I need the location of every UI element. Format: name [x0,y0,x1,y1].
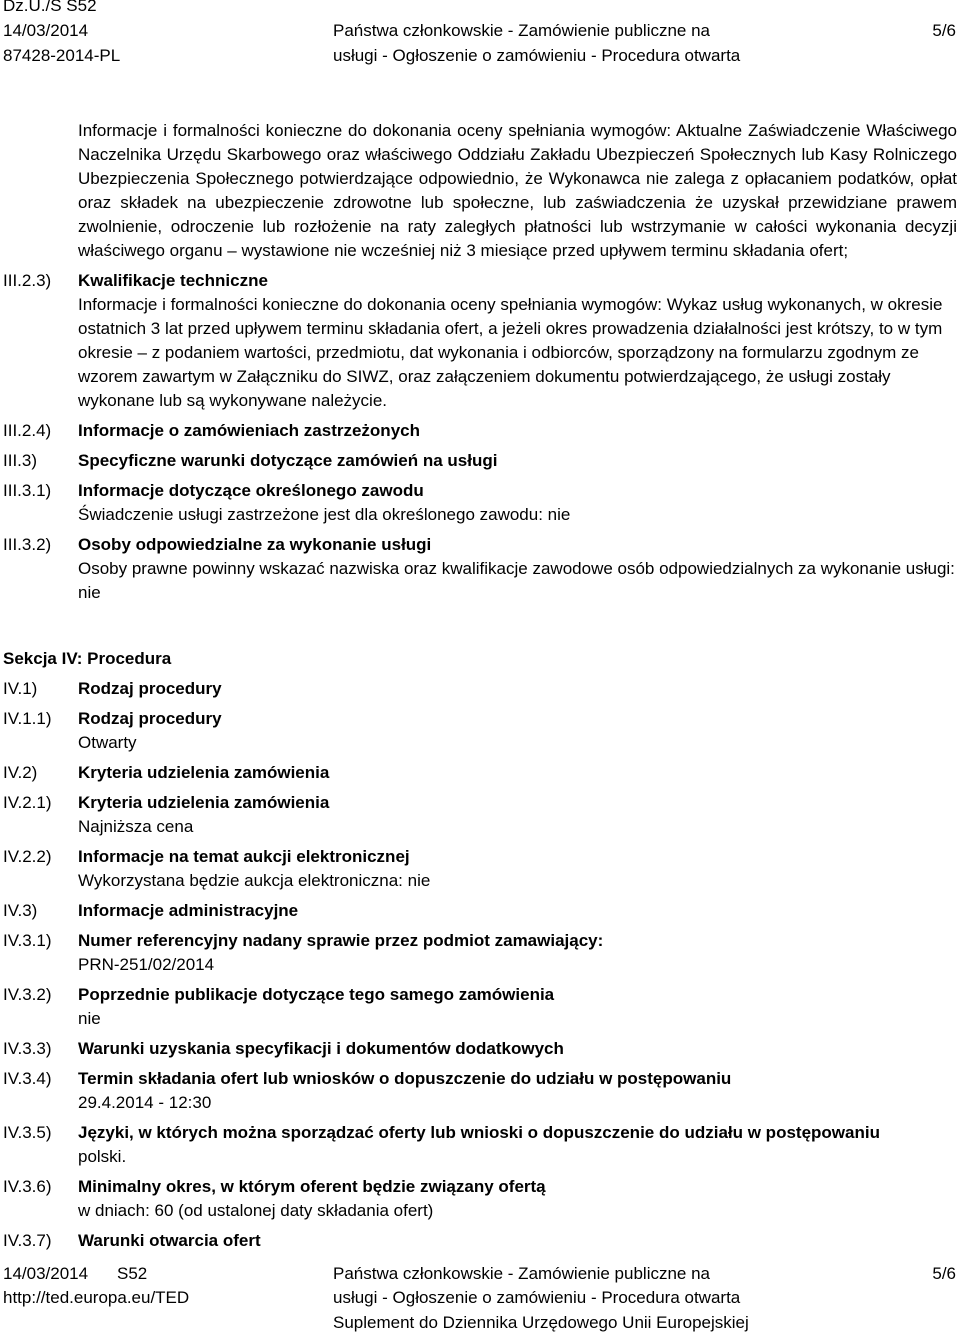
section-item [3,845,957,893]
item-heading: Kryteria udzielenia zamówienia [78,763,330,782]
item-body [78,269,957,413]
footer-title-line1: Państwa członkowskie - Zamówienie publiczne na [333,1264,711,1283]
section-item [3,269,957,413]
item-heading: Informacje dotyczące określonego zawodu [78,481,424,500]
footer-title-line3: Suplement do Dziennika Urzędowego Unii Europejskiej [333,1313,749,1332]
item-heading: Rodzaj procedury [78,709,222,728]
item-body [78,533,957,605]
item-heading: Rodzaj procedury [78,679,222,698]
header-title-line1: Państwa członkowskie - Zamówienie publiczne na [333,21,711,40]
item-heading: Termin składania ofert lub wniosków o dopuszczenie do udziału w postępowaniu [78,1069,732,1088]
footer-title-line2: usługi - Ogłoszenie o zamówieniu - Procedura otwarta [333,1288,741,1307]
header-page-number: 5/6 [932,21,956,40]
item-number: IV.1) [3,679,38,698]
item-body [78,1229,957,1253]
section-iii-items [3,269,957,605]
item-text: Informacje i formalności konieczne do dokonania oceny spełniania wymogów: Wykaz usług wykonanych, w okresie ostatnich 3 lat przed upływem terminu składania ofert, a jeżeli okres prowadzenia działalności jest krótszy, to w tym okresie – z podaniem wartości, przedmiotu, dat wykonania i odbiorców, sporządzony na formularzu zgodnym ze wzorem zawartym w Załączniku do SIWZ, oraz załączeniem dokumentu potwierdzającego, że usługi zostały wykonane lub są wykonywane należycie. [78,295,943,410]
item-number: III.3) [3,451,38,470]
item-text: PRN-251/02/2014 [78,955,215,974]
section-item [3,1229,957,1253]
item-number: IV.2.1) [3,793,52,812]
item-number: IV.3) [3,901,38,920]
footer-url[interactable]: http://ted.europa.eu/TED [3,1288,190,1307]
item-body [78,1037,957,1061]
section-item [3,983,957,1031]
section-item [3,1067,957,1115]
item-heading: Poprzednie publikacje dotyczące tego samego zamówienia [78,985,555,1004]
item-heading: Osoby odpowiedzialne za wykonanie usługi [78,535,432,554]
item-number: IV.3.7) [3,1231,52,1250]
item-heading: Specyficzne warunki dotyczące zamówień na usługi [78,451,498,470]
item-heading: Informacje na temat aukcji elektronicznej [78,847,410,866]
item-body [78,1175,957,1223]
section-item [3,761,957,785]
item-number: IV.3.3) [3,1039,52,1058]
item-heading: Języki, w których można sporządzać oferty lub wnioski o dopuszczenie do udziału w postępowaniu [78,1123,880,1142]
item-text: Wykorzystana będzie aukcja elektroniczna: nie [78,871,431,890]
item-number: IV.2.2) [3,847,52,866]
section-item [3,479,957,527]
item-body [78,845,957,893]
item-text: Otwarty [78,733,137,752]
intro-row [3,119,957,263]
item-text: 29.4.2014 - 12:30 [78,1093,212,1112]
item-heading: Warunki otwarcia ofert [78,1231,261,1250]
item-heading: Kwalifikacje techniczne [78,271,268,290]
item-number: IV.1.1) [3,709,52,728]
section-iv-block [3,647,957,1253]
item-number: IV.3.6) [3,1177,52,1196]
item-body [78,677,957,701]
section-item [3,1121,957,1169]
page-footer [0,1262,960,1334]
item-text: Świadczenie usługi zastrzeżone jest dla określonego zawodu: nie [78,505,571,524]
item-body [78,791,957,839]
item-number: III.3.1) [3,481,52,500]
journal-ref: Dz.U./S S52 [3,0,97,15]
section-iii-block [3,119,957,605]
document-id: 87428-2014-PL [3,46,121,65]
section-item [3,1175,957,1223]
item-body [78,449,957,473]
section-item [3,791,957,839]
item-heading: Informacje administracyjne [78,901,299,920]
item-heading: Informacje o zamówieniach zastrzeżonych [78,421,420,440]
footer-page-number: 5/6 [932,1264,956,1283]
item-heading: Warunki uzyskania specyfikacji i dokumentów dodatkowych [78,1039,564,1058]
footer-date: 14/03/2014 [3,1264,89,1283]
item-number: IV.3.1) [3,931,52,950]
section-item [3,449,957,473]
item-body [78,983,957,1031]
item-body [78,1121,957,1169]
item-body [78,899,957,923]
item-body [78,929,957,977]
section-item [3,929,957,977]
item-text: w dniach: 60 (od ustalonej daty składania ofert) [78,1201,434,1220]
section-item [3,707,957,755]
item-heading: Numer referencyjny nadany sprawie przez podmiot zamawiający: [78,931,604,950]
item-body [78,707,957,755]
section-item [3,533,957,605]
item-body [78,1067,957,1115]
header-title-line2: usługi - Ogłoszenie o zamówieniu - Procedura otwarta [333,46,741,65]
item-heading: Minimalny okres, w którym oferent będzie związany ofertą [78,1177,546,1196]
page-header [0,0,960,70]
intro-paragraph: Informacje i formalności konieczne do dokonania oceny spełniania wymogów: Aktualne Zaświadczenie Właściwego Naczelnika Urzędu Skarbowego oraz właściwego Oddziału Zakładu Ubezpieczeń Społecznych lub Kasy Rolniczego Ubezpieczenia Społecznego potwierdzające odpowiednio, że Wykonawca nie zalega z opłacaniem podatków, opłat oraz składek na ubezpieczenie zdrowotne lub społeczne, lub zaświadczenia że uzyskał przewidziane prawem zwolnienie, odroczenie lub rozłożenie na raty zaległych płatności lub wstrzymanie w całości wykonania decyzji właściwego organu – wystawione nie wcześniej niż 3 miesiące przed upływem terminu składania ofert; [78,121,957,260]
section-iv-items [3,677,957,1253]
section-item [3,1037,957,1061]
header-date: 14/03/2014 [3,21,89,40]
section-title: Sekcja IV: Procedura [3,649,172,668]
section-item [3,677,957,701]
item-text: Najniższa cena [78,817,194,836]
item-number: IV.3.2) [3,985,52,1004]
item-number: IV.3.4) [3,1069,52,1088]
item-text: Osoby prawne powinny wskazać nazwiska oraz kwalifikacje zawodowe osób odpowiedzialnych za wykonanie usługi: nie [78,559,955,602]
item-body [78,419,957,443]
item-body [78,479,957,527]
item-number: IV.2) [3,763,38,782]
section-item [3,419,957,443]
item-number: III.2.3) [3,271,52,290]
item-text: polski. [78,1147,127,1166]
footer-series: S52 [117,1264,148,1283]
section-item [3,899,957,923]
item-text: nie [78,1009,101,1028]
item-body [78,761,957,785]
item-number: III.2.4) [3,421,52,440]
item-number: III.3.2) [3,535,52,554]
item-heading: Kryteria udzielenia zamówienia [78,793,330,812]
item-number: IV.3.5) [3,1123,52,1142]
